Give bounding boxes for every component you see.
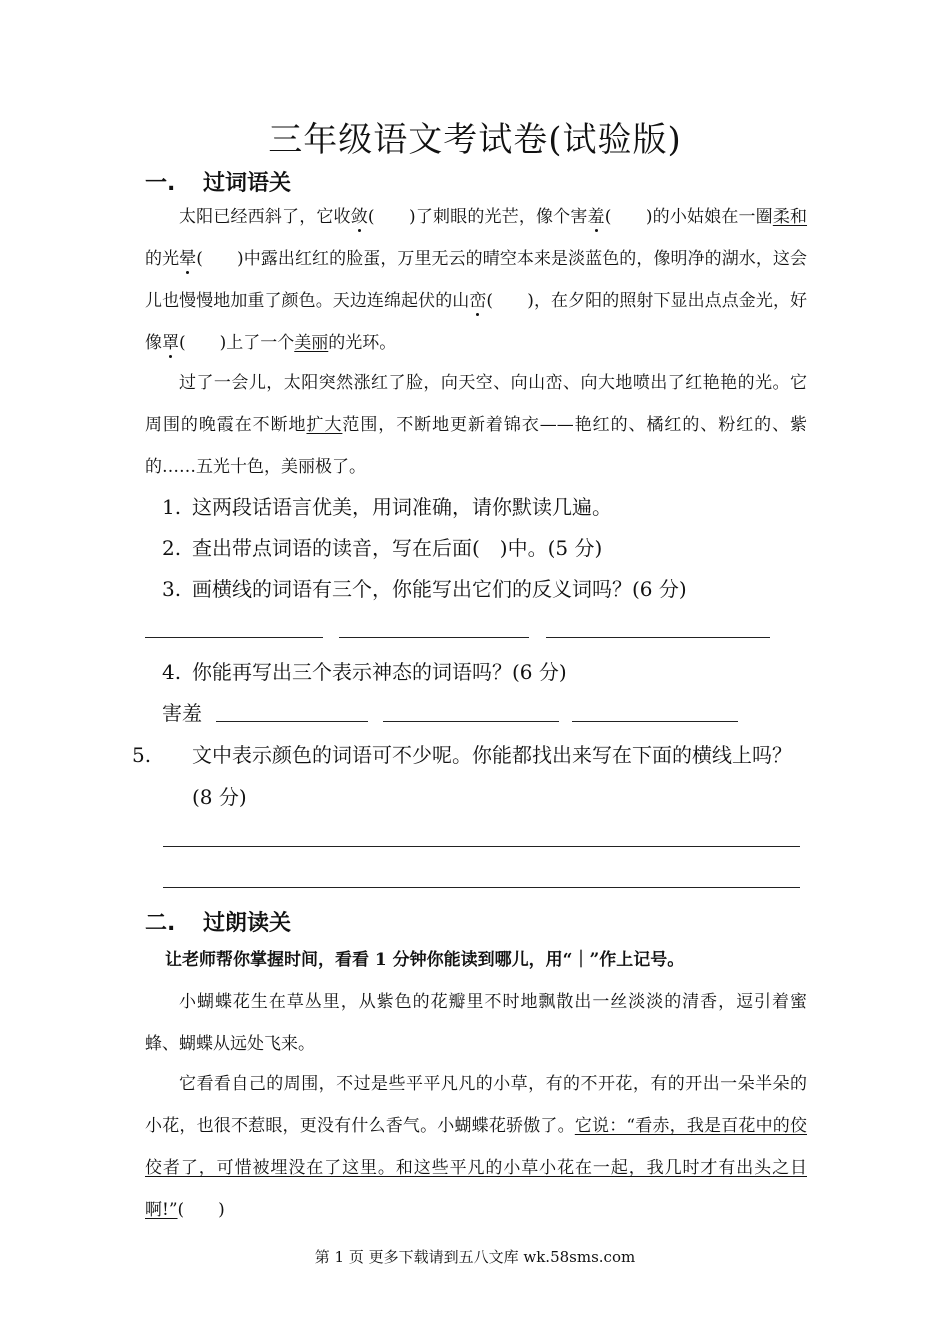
text-run: 范围，不断地更新着锦衣——艳红的、橘红的、粉红的、紫的……五光十色，美丽极了。 — [145, 415, 808, 477]
underlined-word: 美丽 — [294, 333, 329, 353]
text-run: ( )了刺眼的光芒，像个害 — [367, 207, 588, 227]
answer-line[interactable] — [216, 721, 368, 722]
page-footer: 第 1 页 更多下载请到五八文库 wk.58sms.com — [314, 1248, 636, 1266]
question-text: 画横线的词语有三个，你能写出它们的反义词吗？(6 分) — [192, 577, 687, 601]
underlined-word: 柔和 — [772, 207, 808, 227]
question-text: 你能再写出三个表示神态的词语吗？(6 分) — [192, 660, 567, 684]
page-title: 三年级语文考试卷(试验版) — [268, 120, 682, 160]
question-4-example — [162, 692, 807, 734]
text-run: 它看看自己的周围，不过是些平平凡凡的小草，有的不开花，有的开出一朵半朵的小花，也很不惹眼，更没有什么香气。小蝴蝶花骄傲了。 — [145, 1074, 807, 1136]
section-1-title: 过词语关 — [203, 171, 292, 196]
answer-line[interactable] — [572, 721, 738, 722]
passage-paragraph-1 — [145, 196, 807, 364]
dotted-word: 峦 — [469, 291, 487, 311]
text-run: 的光 — [145, 249, 180, 269]
text-run: ( )的小姑娘在一圈 — [604, 207, 773, 227]
section-2-number: 二. — [145, 911, 176, 936]
text-run: ( )中露出红红的脸蛋，万里无云的晴空本来是淡蓝色的，像明净的湖水，这会儿也慢慢地加重了颜色。天边连绵起伏的山 — [145, 249, 808, 311]
question-number: 5. — [132, 743, 152, 767]
question-text: 文中表示颜色的词语可不少呢。你能都找出来写在下面的横线上吗？(8 分) — [192, 743, 792, 809]
passage-paragraph-3: 小蝴蝶花生在草丛里，从紫色的花瓣里不时地飘散出一丝淡淡的清香，逗引着蜜蜂、蝴蝶从远处飞来。 — [145, 992, 807, 1054]
question-text: 这两段话语言优美，用词准确，请你默读几遍。 — [192, 495, 612, 519]
section-1-heading — [145, 166, 291, 197]
question-4 — [162, 651, 807, 693]
dotted-word: 羞 — [587, 207, 605, 227]
question-number: 4. — [162, 660, 182, 684]
question-3 — [162, 568, 807, 610]
question-number: 3. — [162, 577, 182, 601]
example-word: 害羞 — [162, 701, 202, 725]
section-2-title: 过朗读关 — [203, 911, 292, 936]
reading-instruction: 让老师帮你掌握时间，看看 1 分钟你能读到哪儿，用“｜”作上记号。 — [165, 950, 685, 970]
underlined-sentence: 它说：“看赤，我是百花中的佼佼者了，可惜被埋没在了这里。和这些平凡的小草小花在一起，我几时才有出头之日啊!” — [145, 1116, 807, 1220]
dotted-word: 晕 — [179, 249, 197, 269]
section-1-number: 一. — [145, 171, 176, 196]
dotted-word: 罩 — [162, 333, 179, 353]
question-number: 1. — [162, 495, 182, 519]
answer-line[interactable] — [145, 637, 323, 638]
section-2-heading — [145, 906, 291, 937]
answer-line[interactable] — [546, 637, 770, 638]
question-5 — [132, 734, 807, 818]
answer-line[interactable] — [383, 721, 559, 722]
answer-line[interactable] — [163, 887, 800, 888]
answer-line[interactable] — [163, 846, 800, 847]
question-2 — [162, 527, 807, 569]
dotted-word: 敛 — [350, 207, 368, 227]
passage-paragraph-4 — [145, 1063, 807, 1231]
question-text: 查出带点词语的读音，写在后面( )中。(5 分) — [192, 536, 603, 560]
text-run: 的光环。 — [328, 333, 397, 353]
text-run: 太阳已经西斜了，它收 — [179, 207, 351, 227]
answer-parentheses: ( ) — [177, 1200, 225, 1220]
text-run: ( )上了一个 — [179, 333, 295, 353]
question-number: 2. — [162, 536, 182, 560]
underlined-word: 扩大 — [306, 415, 343, 435]
text-run: ( )，在夕阳的照射下显出点点金光，好像 — [145, 291, 808, 353]
question-1 — [162, 486, 807, 528]
text-run: 过了一会儿，太阳突然涨红了脸，向天空、向山峦、向大地喷出了红艳艳的光。它周围的晚霞在不断地 — [145, 373, 807, 435]
answer-line[interactable] — [339, 637, 529, 638]
passage-paragraph-2 — [145, 362, 807, 488]
